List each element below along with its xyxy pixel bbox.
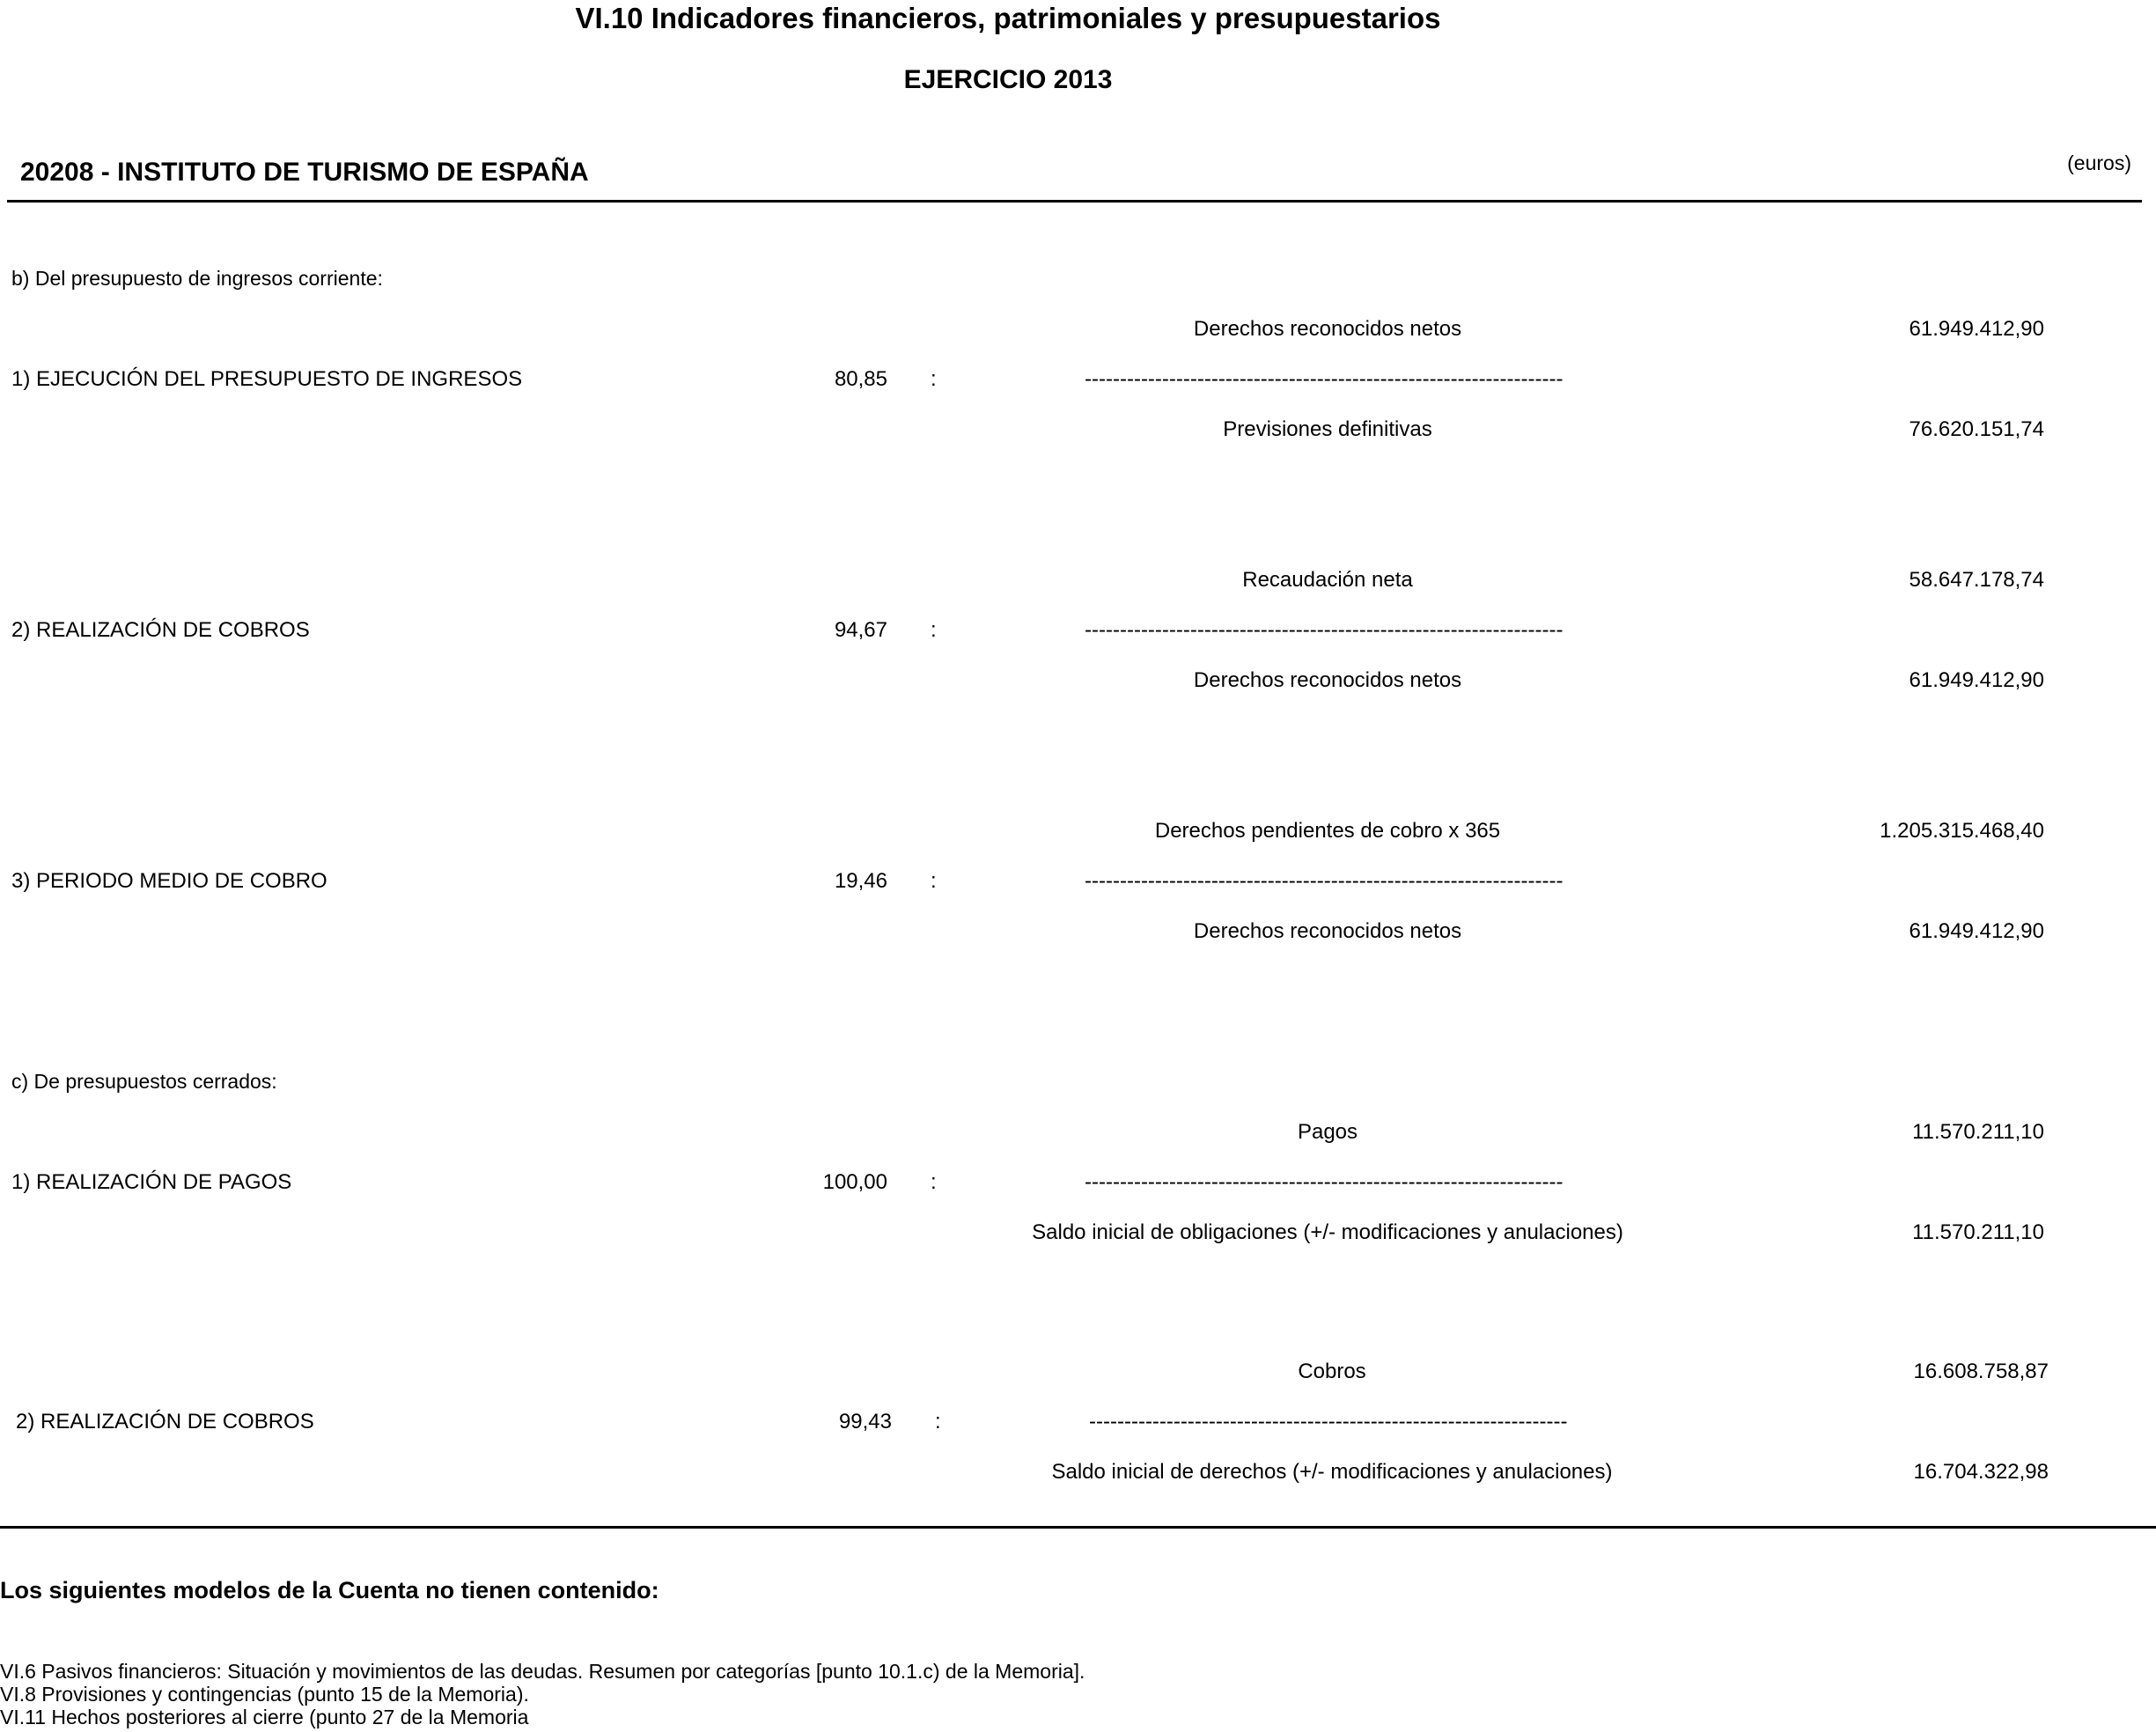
colon-separator: : (935, 1410, 941, 1434)
fraction-divider: -------------------------------------------------------------------- (1085, 367, 1564, 391)
denominator-amount: 11.570.211,10 (1912, 1220, 2044, 1244)
denominator-label: Derechos reconocidos netos (1193, 668, 1462, 692)
fraction-divider: -------------------------------------------------------------------- (1085, 618, 1564, 642)
numerator-amount: 1.205.315.468,40 (1880, 819, 2044, 843)
colon-separator: : (931, 869, 937, 893)
empty-model-item: VI.8 Provisiones y contingencias (punto 15 de la Memoria). (0, 1683, 529, 1706)
section-heading-closed-budgets: c) De presupuestos cerrados: (11, 1070, 277, 1093)
indicator-label: 2) REALIZACIÓN DE COBROS (11, 618, 310, 642)
indicator-value: 94,67 (834, 618, 887, 642)
denominator-label: Derechos reconocidos netos (1193, 919, 1462, 943)
indicator-value: 99,43 (838, 1410, 892, 1434)
denominator-amount: 61.949.412,90 (1909, 919, 2044, 943)
indicator-value: 100,00 (822, 1170, 887, 1194)
denominator-amount: 76.620.151,74 (1909, 417, 2044, 441)
header-rule (7, 200, 2142, 203)
footer-rule (0, 1526, 2156, 1529)
indicator-value: 19,46 (834, 869, 887, 893)
page-title: VI.10 Indicadores financieros, patrimoniales y presupuestarios (575, 2, 1441, 34)
denominator-label: Saldo inicial de derechos (+/- modificaciones y anulaciones) (1051, 1460, 1613, 1484)
numerator-label: Derechos pendientes de cobro x 365 (1154, 819, 1501, 843)
section-heading-current-income: b) Del presupuesto de ingresos corriente: (11, 267, 383, 290)
colon-separator: : (931, 367, 937, 391)
fiscal-year: EJERCICIO 2013 (903, 65, 1113, 94)
colon-separator: : (931, 618, 937, 642)
indicator-label: 3) PERIODO MEDIO DE COBRO (11, 869, 327, 893)
numerator-amount: 61.949.412,90 (1909, 317, 2044, 341)
empty-model-item: VI.6 Pasivos financieros: Situación y movimientos de las deudas. Resumen por categorías [punto 10.1.c) de la Memoria]. (0, 1660, 1085, 1683)
numerator-amount: 11.570.211,10 (1912, 1120, 2044, 1144)
fraction-divider: -------------------------------------------------------------------- (1089, 1410, 1568, 1434)
empty-models-notice: Los siguientes modelos de la Cuenta no tienen contenido: (0, 1577, 659, 1603)
denominator-label: Previsiones definitivas (1223, 417, 1432, 441)
numerator-amount: 58.647.178,74 (1909, 568, 2044, 592)
numerator-label: Derechos reconocidos netos (1193, 317, 1462, 341)
numerator-amount: 16.608.758,87 (1913, 1360, 2049, 1383)
currency-unit: (euros) (2067, 151, 2131, 174)
denominator-label: Saldo inicial de obligaciones (+/- modificaciones y anulaciones) (1032, 1220, 1623, 1244)
colon-separator: : (931, 1170, 937, 1194)
entity-name: 20208 - INSTITUTO DE TURISMO DE ESPAÑA (20, 158, 589, 187)
denominator-amount: 61.949.412,90 (1909, 668, 2044, 692)
numerator-label: Cobros (1298, 1360, 1366, 1383)
fraction-divider: -------------------------------------------------------------------- (1085, 869, 1564, 893)
indicator-label: 1) REALIZACIÓN DE PAGOS (11, 1170, 292, 1194)
fraction-divider: -------------------------------------------------------------------- (1085, 1170, 1564, 1194)
indicator-label: 1) EJECUCIÓN DEL PRESUPUESTO DE INGRESOS (11, 367, 523, 391)
numerator-label: Recaudación neta (1242, 568, 1413, 592)
numerator-label: Pagos (1297, 1120, 1358, 1144)
indicator-label: 2) REALIZACIÓN DE COBROS (16, 1410, 314, 1434)
indicator-value: 80,85 (834, 367, 887, 391)
denominator-amount: 16.704.322,98 (1913, 1460, 2049, 1484)
empty-model-item: VI.11 Hechos posteriores al cierre (punto 27 de la Memoria (0, 1706, 529, 1728)
